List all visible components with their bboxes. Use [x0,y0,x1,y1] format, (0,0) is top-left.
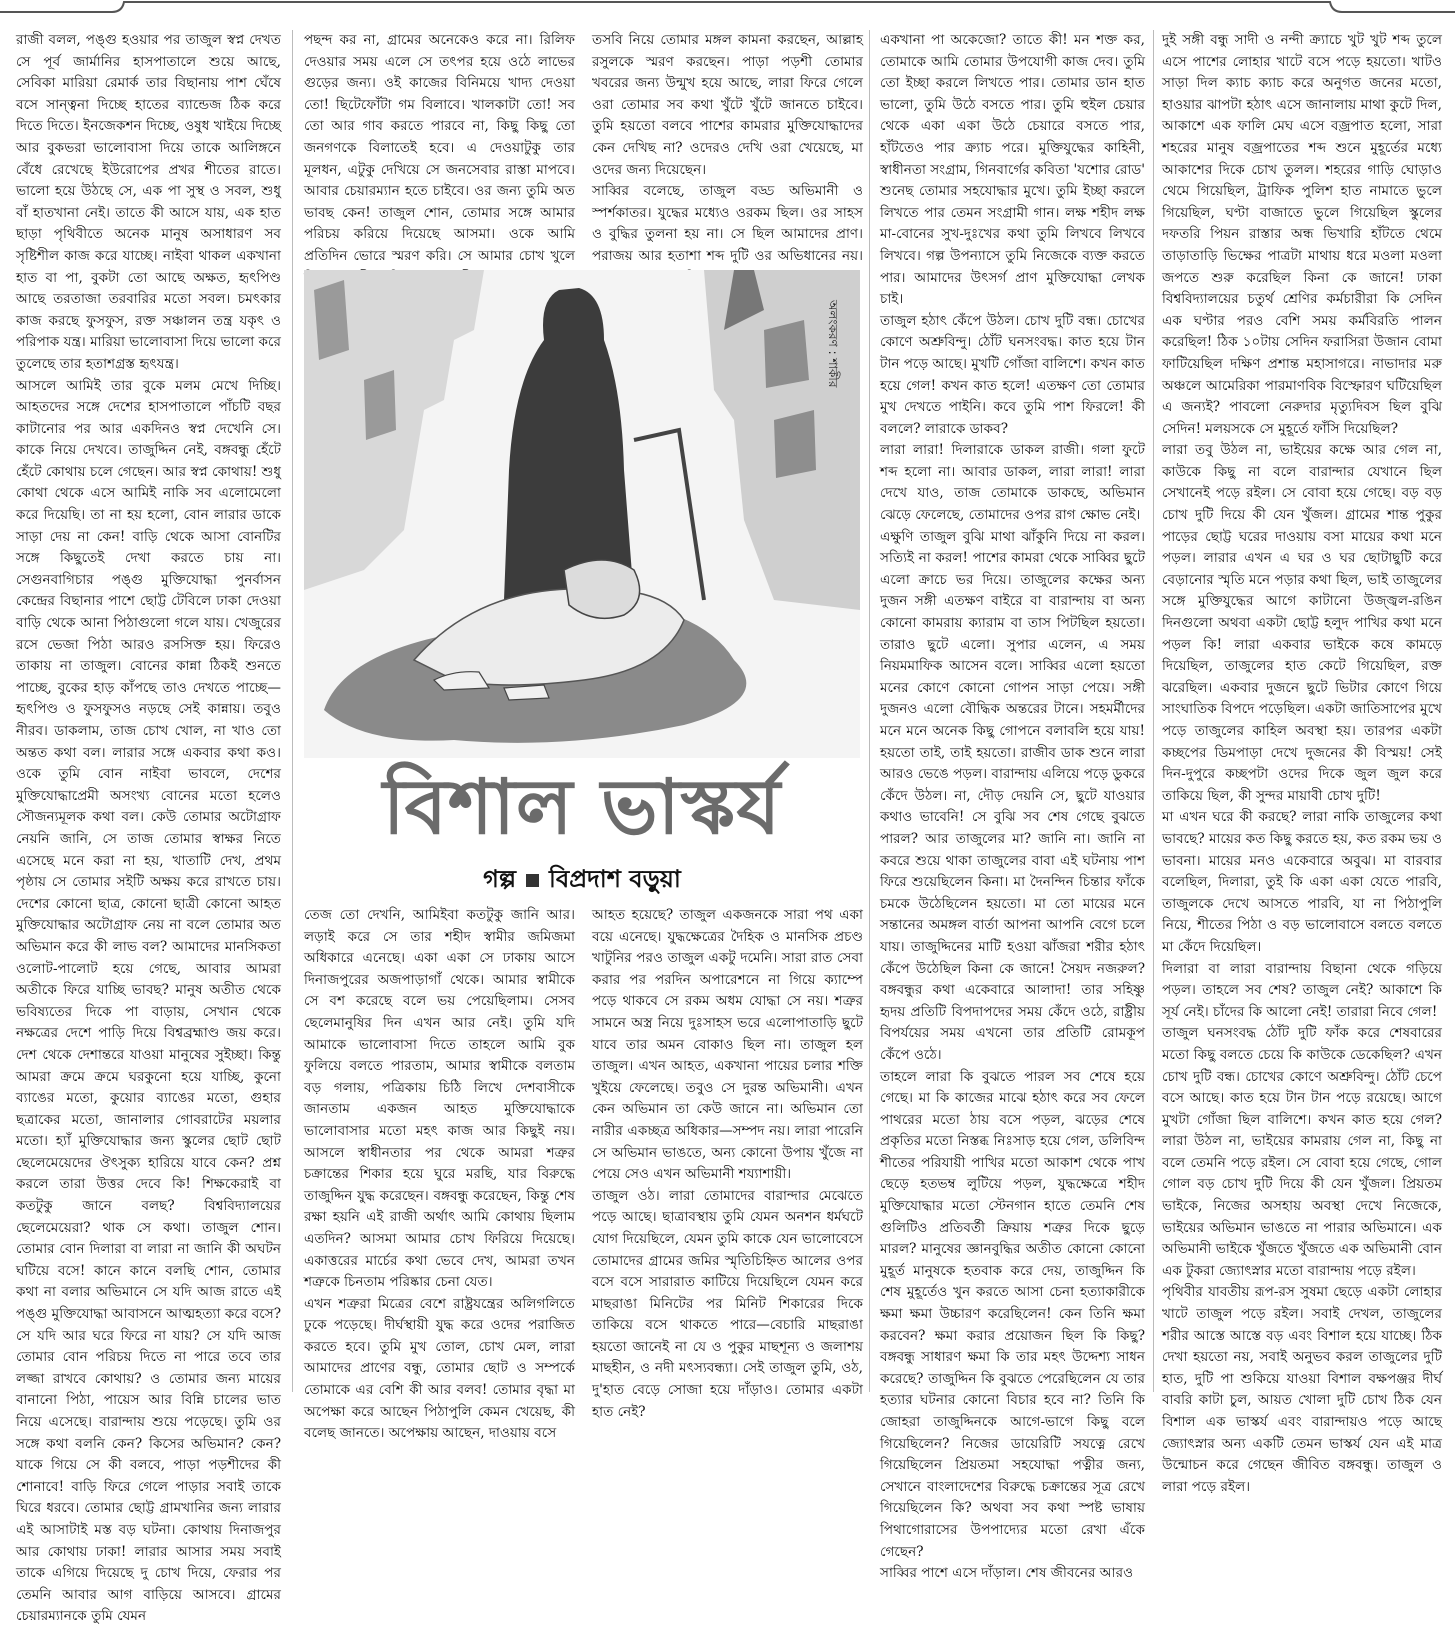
paragraph: এক্ষুণি তাজুল বুঝি মাথা ঝাঁকুনি দিয়ে না করল। সত্যিই না করল! পাশের কামরা থেকে সাব্বির ছুটে এলো ক্রাচে ভর দিয়ে। তাজুলের কক্ষের অন্য দুজন সঙ্গী এতক্ষণ বাইরে বা বারান্দায় বা অন্য কোনো কামরায় ক্যারাম বা তাস পিটছিল হয়তো। তারাও ছুটে এলো। সুপার এলেন, এ সময় নিয়মমাফিক আসেন বলে। সাব্বির এলো হয়তো মনের কোণে কোনো গোপন সাড়া পেয়ে। সঙ্গী দুজনও এলো বৌদ্ধিক অন্তরের টানে। সহমর্মীদের মনে মনে অনেক কিছু গোপনে বলাবলি হয়ে যায়! হয়তো তাই, তাই হয়তো। রাজীব ডাক শুনে লারা আরও ভেঙে পড়ল। বারান্দায় এলিয়ে পড়ে ডুকরে কেঁদে উঠল। না, দৌড় দেয়নি সে, ছুটে যাওয়ার কথাও ভাবেনি! সে বুঝি সব শেষ গেছে বুঝতে পারল? আর তাজুলের মা? জানি না। জানি না কবরে শুয়ে থাকা তাজুলের বাবা এই ঘটনায় পাশ ফিরে শুয়েছিলেন কিনা। মা দৈনন্দিন চিন্তার ফাঁকে চমকে উঠেছিলেন হয়তো। মা তো মায়ের মনে সন্তানের অমঙ্গল বার্তা আপনা আপনি বেগে চলে যায়। তাজুদ্দিনের মাটি হওয়া ঝাঁজরা শরীর হঠাৎ কেঁপে উঠেছিল কিনা কে জানে! সৈয়দ নজরুল? বঙ্গবন্ধুর কথা একেবারে আলাদা! তার সহিষ্ণু হৃদয় প্রতিটি বিপদাপদের সময় কেঁদে ওঠে, রাষ্ট্রীয় বিপর্যয়ের সময় এখনো তার প্রতিটি রোমকূপ কেঁপে ওঠে। [880,528,1145,1063]
article-column-2-top [304,30,575,262]
author-name: বিপ্রদাশ বড়ুয়া [549,865,681,893]
genre-label: গল্প [483,865,516,893]
article-column-4 [880,30,1145,1582]
column-divider [1153,30,1154,1392]
story-byline [304,862,860,896]
paragraph: দিলারা বা লারা বারান্দায় বিছানা থেকে গড়িয়ে পড়ল। তাহলে সব শেষ? তাজুল নেই? আকাশে কি সূর্য নেই। চাঁদের কি আলো নেই! তারারা নিবে গেল! [1162,960,1442,1020]
paragraph: লারা লারা! দিলারাকে ডাকল রাজী। গলা ফুটে শব্দ হলো না। আবার ডাকল, লারা লারা! লারা দেখে যাও, তাজ তোমাকে ডাকছে, অভিমান ঝেড়ে ফেলেছে, তোমাদের ওপর রাগ ক্ষোভ নেই। [880,442,1145,524]
paragraph: একখানা পা অকেজো? তাতে কী! মন শক্ত কর, তোমাকে আমি তোমার উপযোগী কাজ দেব। তুমি তো ইচ্ছা করলে লিখতে পার। তোমার ডান হাত ভালো, তুমি উঠে বসতে পার। তুমি হুইল চেয়ার থেকে একা একা উঠে চেয়ারে বসতে পার, হাঁটতেও পার ক্র্যাচ পরে। মুক্তিযুদ্ধের কাহিনী, স্বাধীনতা সংগ্রাম, গিনবার্গের কবিতা 'যশোর রোড' শুনেছ তোমার সহযোদ্ধার মুখে। তুমি ইচ্ছা করলে লিখতে পার তেমন সংগ্রামী গান। লক্ষ শহীদ লক্ষ মা-বোনের সুখ-দুঃখের কথা তুমি লিখবে লিখবে লিখবে। গল্প উপন্যাসে তুমি নিজেকে ব্যক্ত করতে পার। আমাদের উৎসর্গ প্রাণ মুক্তিযোদ্ধা লেখক চাই। [880,32,1145,308]
square-bullet-icon [526,874,539,887]
paragraph: মা এখন ঘরে কী করছে? লারা নাকি তাজুলের কথা ভাবছে? মায়ের কত কিছু করতে হয়, কত রকম ভয় ও ভাবনা। মায়ের মনও একেবারে অবুঝ। মা বারবার বলেছিল, দিলারা, তুই কি একা একা যেতে পারবি, তাজুলকে দেখে আসতে পারবি, যা না পিঠাপুলি নিয়ে, শীতের পিঠা ও বড় ভালোবাসে বলতে বলতে মা কেঁদে দিয়েছিল। [1162,809,1442,955]
paragraph: পৃথিবীর যাবতীয় রূপ-রস সুষমা ছেড়ে একটা লোহার খাটে তাজুল পড়ে রইল। সবাই দেখল, তাজুলের শরীর আস্তে আস্তে বড় এবং বিশাল হয়ে যাচ্ছে। ঠিক দেখা হয়তো নয়, সবাই অনুভব করল তাজুলের দুটি হাত, দুটি পা শুকিয়ে যাওয়া বিশাল বক্ষপঞ্জর দীর্ঘ বাবরি কাটা চুল, আয়ত খোলা দুটি চোখ ঠিক যেন বিশাল এক ভাস্কর্য এবং বারান্দায়ও পড়ে আছে জ্যোৎস্নার অন্য একটি তেমন ভাস্কর্য যেন এই মাত্র উন্মোচন করে গেছেন জীবিত বঙ্গবন্ধু। তাজুল ও লারা পড়ে রইল। [1162,1284,1442,1495]
paragraph: তেজ তো দেখনি, আমিইবা কতটুকু জানি আর। লড়াই করে সে তার শহীদ স্বামীর জমিজমা অধিকারে এনেছে। একা একা সে ঢাকায় আসে দিনাজপুরের অজপাড়াগাঁ থেকে। আমার স্বামীকে সে বশ করেছে বলে ভয় পেয়েছিলাম। সেসব ছেলেমানুষির দিন এখন আর নেই। তুমি যদি আমাকে ভালোবাসা দিতে তাহলে আমি বুক ফুলিয়ে বলতে পারতাম, আমার স্বামীকে বলতাম বড় গলায়, পত্রিকায় চিঠি লিখে দেশবাসীকে জানতাম একজন আহত মুক্তিযোদ্ধাকে ভালোবাসার মতো মহৎ কাজ আর কিছুই নয়। আসলে স্বাধীনতার পর থেকে আমরা শত্রুর চক্রান্তের শিকার হয়ে ঘুরে মরছি, যার বিরুদ্ধে তাজুদ্দিন যুদ্ধ করেছেন। বঙ্গবন্ধু করেছেন, কিন্তু শেষ রক্ষা হয়নি এই রাজী অর্থাৎ আমি কোথায় ছিলাম এতদিন? আসমা আমার চোখ ফিরিয়ে দিয়েছে। একাত্তরের মার্চের কথা ভেবে দেখ, আমরা তখন শত্রুকে চিনতাম পরিষ্কার চেনা যেত। [304,907,575,1291]
illustration-drawing [304,270,860,758]
paragraph: তসবি নিয়ে তোমার মঙ্গল কামনা করছেন, আল্লাহ রসুলকে স্মরণ করছেন। পাড়া পড়শী তোমার খবরের জন্য উন্মুখ হয়ে আছে, লারা ফিরে গেলে ওরা তোমার সব কথা খুঁটে খুঁটে জানতে চাইবে। তুমি হয়তো বলবে পাশের কামরার মুক্তিযোদ্ধাদের কেন দেখিছ না? ওদেরও দেখি ওরা খেয়েছে, মা ওদের জন্য দিয়েছেন। [592,32,863,178]
article-column-2-bottom [304,905,575,1442]
paragraph: আহত হয়েছে? তাজুল একজনকে সারা পথ একা বয়ে এনেছে। যুদ্ধক্ষেত্রের দৈহিক ও মানসিক প্রচণ্ড খাটুনির পরও তাজুল একটু দমেনি। সারা রাত সেবা করার পর পরদিন অপারেশনে না গিয়ে ক্যাম্পে পড়ে থাকবে সে রকম অধম যোদ্ধা সে নয়। শত্রুর সামনে অস্ত্র নিয়ে দুঃসাহস ভরে এলোপাতাড়ি ছুটে যাবে তার অমন বোকাও ছিল না। তাজুল হল তাজুল। এখন আহত, একখানা পায়ের চলার শক্তি খুইয়ে ফেলেছে। তবুও সে দুরন্ত অভিমানী। এখন কেন অভিমান তা কেউ জানে না। অভিমান তো নারীর একচ্ছত্র অধিকার—সম্পদ নয়। লারা পারেনি সে অভিমান ভাঙতে, অন্য কোনো উপায় খুঁজে না পেয়ে সেও এখন অভিমানী শয্যাশায়ী। [592,907,863,1183]
paragraph: দুই সঙ্গী বন্ধু সাদী ও নন্দী ক্র্যাচে খুট খুট শব্দ তুলে এসে পাশের লোহার খাটে বসে পড়ে হয়তো। খাটও সাড়া দিল ক্যাচ ক্যাচ করে অনুগত জনের মতো, হাওয়ার ঝাপটা হঠাৎ এসে জানালায় মাথা কুটে দিল, আকাশে এক ফালি মেঘ এসে বজ্রপাত হলো, সারা শহরের মানুষ বজ্রপাতের শব্দ শুনে মুহূর্তের মধ্যে আকাশের দিকে চোখ তুলল। শহরের গাড়ি ঘোড়াও থেমে গিয়েছিল, ট্রাফিক পুলিশ হাত নামাতে ভুলে গিয়েছিল, ঘণ্টা বাজাতে ভুলে গিয়েছিল স্কুলের দফতরি পিয়ন রাস্তার অন্ধ ভিখারি হাঁটতে থেমে তাড়াতাড়ি ভিক্ষের পাত্রটা মাথায় ধরে মওলা মওলা জপতে শুরু করেছিল কিনা কে জানে! ঢাকা বিশ্ববিদ্যালয়ের চতুর্থ শ্রেণির কর্মচারীরা কি সেদিন এক ঘণ্টার পরও বেশি সময় কর্মবিরতি পালন করেছিল! ঠিক ১০টায় সেদিন ফরাসিরা উজান বোমা ফাটিয়েছিল দক্ষিণ প্রশান্ত মহাসাগরে। নাভাদার মরু অঞ্চলে আমেরিকা পারমাণবিক বিস্ফোরণ ঘটিয়েছিল এ জন্যই? পাবলো নেরুদার মৃত্যুদিবস ছিল বুঝি সেদিন! মলয়সকে সে মুহূর্তে ফাঁসি দিয়েছিল? [1162,32,1442,437]
paragraph: এখন শত্রুরা মিত্রের বেশে রাষ্ট্রযন্ত্রের অলিগলিতে ঢুকে পড়েছে। দীর্ঘস্থায়ী যুদ্ধ করে ওদের পরাজিত করতে হবে। তুমি মুখ তোল, চোখ মেল, লারা আমাদের প্রাণের বন্ধু, তোমার ছোট ও সম্পর্কে তোমাকে এর বেশি কী আর বলব! তোমার বৃদ্ধা মা অপেক্ষা করে আছেন পিঠাপুলি কেমন খেয়েছ, কী বলেছ জানতে। অপেক্ষায় আছেন, দাওয়ায় বসে [304,1295,575,1442]
illustration-credit: অলংকরণ : শাকীর [826,300,840,388]
page-top-border [0,0,1455,22]
paragraph: লারা তবু উঠল না, ভাইয়ের কক্ষে আর গেল না, কাউকে কিছু না বলে বারান্দার যেখানে ছিল সেখানেই পড়ে রইল। সে বোবা হয়ে গেছে। বড় বড় চোখ দুটি দিয়ে কী যেন খুঁজল। গ্রামের শান্ত পুকুর পাড়ের ছোট্ট ঘরের দাওয়ায় বসা মায়ের কথা মনে পড়ল। লারার এখন এ ঘর ও ঘর ছোটাছুটি করে বেড়ানোর স্মৃতি মনে পড়ার কথা ছিল, ভাই তাজুলের সঙ্গে মুক্তিযুদ্ধের আগে কাটানো উজ্জ্বল-রঙিন দিনগুলো অথবা একটা ছোট্ট হলুদ পাখির কথা মনে পড়ল কি! লারা একবার ভাইকে কষে কামড়ে দিয়েছিল, তাজুলের হাত কেটে গিয়েছিল, রক্ত ঝরেছিল। একবার দুজনে ছুটে ভিটার কোণে গিয়ে সাংঘাতিক বিপদে পড়েছিল। একটা জাতিসাপের মুখে পড়ে তাজুলের কাহিল অবস্থা হয়। তারপর একটা কচ্ছপের ডিমপাড়া দেখে দুজনের কী বিস্ময়! সেই দিন-দুপুরে কচ্ছপটা ওদের দিকে জুল জুল করে তাকিয়ে ছিল, কী সুন্দর মায়াবী চোখ দুটি! [1162,442,1442,804]
article-column-5 [1162,30,1442,1495]
paragraph: পছন্দ কর না, গ্রামের অনেকেও করে না। রিলিফ দেওয়ার সময় এলে সে তৎপর হয়ে ওঠে লাভের গুড়ের জন্য। ওই কাজের বিনিময়ে খাদ্য দেওয়া তো! ছিটেফোঁটা গম বিলাবে। খালকাটা তো! সব তো আর গাব করতে পারবে না, কিছু কিছু তো জনগণকে বিলাতেই হবে। এ দেওয়াটুকু তার মূলধন, এটুকু দেখিয়ে সে জনসেবার রাস্তা মাপবে। আবার চেয়ারম্যান হতে চাইবে। ওর জন্য তুমি অত ভাবছ কেন! তাজুল শোন, তোমার সঙ্গে আমার পরিচয় করিয়ে দিয়েছে আসমা। ওকে আমি প্রতিদিন ভোরে স্মরণ করি। সে আমার চোখ খুলে [304,32,575,264]
column-divider [869,30,870,1392]
article-column-1 [16,30,281,1625]
article-column-3-top [592,30,863,262]
column-divider [292,30,293,1392]
paragraph: তাজুল হঠাৎ কেঁপে উঠল। চোখ দুটি বন্ধ। চোখের কোণে অশ্রুবিন্দু। ঠোঁট ঘনসংবদ্ধ। কাত হয়ে টান টান পড়ে আছে। মুখটি গোঁজা বালিশে। কখন কাত হয়ে গেল! কখন কাত হলে! এতক্ষণ তো তোমার মুখ দেখতে পাইনি। কবে তুমি পাশ ফিরলে! কী বললে? লারাকে ডাকব? [880,312,1145,437]
paragraph: রাজী বলল, পঙ্গু হওয়ার পর তাজুল স্বপ্ন দেখত সে পূর্ব জার্মানির হাসপাতালে শুয়ে আছে, সেবিকা মারিয়া রেমার্ক তার বিছানায় পাশ ঘেঁষে বসে সান্ত্বনা দিচ্ছে হাতের ব্যান্ডেজ ঠিক করে দিতে দিতে। ইনজেকশন দিচ্ছে, ওষুধ খাইয়ে দিচ্ছে আর বুকভরা ভালোবাসা দিয়ে তাকে আলিঙ্গনে বেঁধে রেখেছে ইউরোপের প্রখর শীতের রাতে। ভালো হয়ে উঠছে সে, এক পা সুস্থ ও সবল, শুধু বাঁ হাতখানা নেই। তাতে কী আসে যায়, এক হাত ছাড়া পৃথিবীতে অনেক মানুষ অসাধারণ সব সৃষ্টিশীল কাজ করে যাচ্ছে। নাইবা থাকল একখানা হাত বা পা, বুকটা তো আছে অক্ষত, হৃৎপিণ্ড আছে তরতাজা তরবারির মতো সবল। চমৎকার কাজ করছে ফুসফুস, রক্ত সঞ্চালন তন্ত্র যকৃৎ ও পরিপাক যন্ত্র। মারিয়া ভালোবাসা দিয়ে ভালো করে তুলেছে তার হতাশগ্রস্ত হৃৎযন্ত্র। [16,32,281,372]
paragraph: তাহলে লারা কি বুঝতে পারল সব শেষে হয়ে গেছে। মা কি কাজের মাঝে হঠাৎ করে সব ফেলে পাথরের মতো ঠায় বসে পড়ল, ঝড়ের শেষে প্রকৃতির মতো নিস্তব্ধ নিঃসাড় হয়ে গেল, ডলিবিন্দ শীতের পরিযায়ী পাখির মতো আকাশ থেকে পাখ ছেড়ে হতভম্ব লুটিয়ে পড়ল, যুদ্ধক্ষেত্রে শহীদ মুক্তিযোদ্ধার মতো স্টেনগান হাতে তেমনি শেষ গুলিটিও প্রতিবর্তী ক্রিয়ায় শত্রুর দিকে ছুড়ে মারল? মানুষের জ্ঞানবুদ্ধির অতীত কোনো কোনো মুহূর্ত মানুষকে হতবাক করে দেয়, তাজুদ্দিন কি শেষ মুহূর্তেও খুন করতে আসা চেনা হত্যাকারীকে ক্ষমা ক্ষমা উচ্চারণ করেছিলেন! কেন তিনি ক্ষমা করবেন? ক্ষমা করার প্রয়োজন ছিল কি কিছু? বঙ্গবন্ধু সাধারণ ক্ষমা কি তার মহৎ উদ্দেশ্য সাধন করেছে? তাজুদ্দিন কি বুঝতে পেরেছিলেন যে তার হত্যার ঘটনার কোনো বিচার হবে না? তিনি কি জোহরা তাজুদ্দিনকে আগে-ভাগে কিছু বলে গিয়েছিলেন? নিজের ডায়েরিটি সযত্নে রেখে গিয়েছিলেন প্রিয়তমা সহযোদ্ধা পত্নীর জন্য, সেখানে বাংলাদেশের বিরুদ্ধে চক্রান্তের সূত্র রেখে গিয়েছিলেন কি? অথবা সব কথা স্পষ্ট ভাষায় পিথাগোরাসের উপপাদ্যের মতো রেখা এঁকে গেছেন? [880,1068,1145,1560]
paragraph: তাজুল ঘনসংবদ্ধ ঠোঁট দুটি ফাঁক করে শেষবারের মতো কিছু বলতে চেয়ে কি কাউকে ডেকেছিল? এখন চোখ দুটি বন্ধ। চোখের কোণে অশ্রুবিন্দু। ঠোঁট চেপে বসে আছে। কাত হয়ে টান টান পড়ে রয়েছে। আগে মুখটা গোঁজা ছিল বালিশে। কখন কাত হয়ে গেল? লারা উঠল না, ভাইয়ের কামরায় গেল না, কিছু না বলে তেমনি পড়ে রইল। সে বোবা হয়ে গেছে, গোল গোল বড় চোখ দুটি দিয়ে কী যেন খুঁজল। প্রিয়তম ভাইকে, নিজের অসহায় অবস্থা দেখে নিজেকে, ভাইয়ের অভিমান ভাঙতে না পারার অভিমানে। এক অভিমানী ভাইকে খুঁজতে খুঁজতে এক অভিমানী বোন এক টুকরা জ্যোৎস্নার মতো বারান্দায় পড়ে রইল। [1162,1025,1442,1279]
article-column-3-bottom [592,905,863,1420]
paragraph: তাজুল ওঠ। লারা তোমাদের বারান্দার মেঝেতে পড়ে আছে। ছাত্রাবস্থায় তুমি যেমন অনশন ধর্মঘটে যোগ দিয়েছিলে, যেমন তুমি কাকে যেন ভালোবেসে তোমাদের গ্রামের জমির স্মৃতিচিহ্নিত আলের ওপর বসে বসে সারারাত কাটিয়ে দিয়েছিলে যেমন করে মাছরাঙা মিনিটের পর মিনিট শিকারের দিকে তাকিয়ে বসে থাকতে পারে—বেচারি মাছরাঙা হয়তো জানেই না যে ও পুকুর মাছশূন্য ও জলাশয় মাছহীন, ও নদী মৎস্যবন্ধ্যা। সেই তাজুল তুমি, ওঠ, দু'হাত বেড়ে সোজা হয়ে দাঁড়াও। তোমার একটা হাত নেই? [592,1187,863,1420]
story-illustration [304,270,860,758]
paragraph: আসলে আমিই তার বুকে মলম মেখে দিচ্ছি। আহতদের সঙ্গে দেশের হাসপাতালে পাঁচটি বছর কাটানোর পর আর একদিনও স্বপ্ন দেখেনি সে। কাকে নিয়ে দেখবে। তাজুদ্দিন নেই, বঙ্গবন্ধু হেঁটে হেঁটে কোথায় চলে গেছেন। আর স্বপ্ন কোথায়! শুধু কোথা থেকে এসে আমিই নাকি সব এলোমেলো করে দিয়েছি। তা না হয় হলো, বোন লারার ডাকে সাড়া দেয় না কেন! বাড়ি থেকে আসা বোনটির সঙ্গে কিছুতেই দেখা করতে চায় না। সেগুনবাগিচার পঙ্গু মুক্তিযোদ্ধা পুনর্বাসন কেন্দ্রের বিছানার পাশে ছোট্ট টেবিলে ঢাকা দেওয়া বাড়ি থেকে আনা পিঠাগুলো গলে যায়। খেজুরের রসে ভেজা পিঠা আরও রসসিক্ত হয়। ফিরেও তাকায় না তাজুল। বোনের কান্না ঠিকই শুনতে পাচ্ছে, বুকের হাড় কাঁপছে তাও দেখতে পাচ্ছে—হৃৎপিণ্ড ও ফুসফুসও নড়ছে সেই কান্নায়। তবুও নীরব। ডাকলাম, তাজ চোখ খোল, না খাও তো অন্তত কথা বল। লারার সঙ্গে একবার কথা কও। ওকে তুমি বোন নাইবা ভাবলে, দেশের মুক্তিযোদ্ধাপ্রেমী অসংখ্য বোনের মতো হলেও সৌজন্যমূলক কথা বল। কেউ তোমার অটোগ্রাফ নেয়নি জানি, সে তাজ তোমার স্বাক্ষর নিতে এসেছে মনে করা না হয়, খাতাটি দেখ, প্রথম পৃষ্ঠায় সে তোমার সইটি অক্ষয় করে রাখতে চায়। দেশের কোনো ছাত্র, কোনো ছাত্রী কোনো আহত মুক্তিযোদ্ধার অটোগ্রাফ নেয় না বলে তোমার অত অভিমান করে কী লাভ বল? আমাদের মানসিকতা ওলোট-পালোট হয়ে গেছে, আবার আমরা অতীকে ফিরে যাচ্ছি ভাবছ? মানুষ অতীত থেকে ভবিষ্যতের দিকে পা বাড়ায়, সেখান থেকে নক্ষত্রের দেশে পাড়ি দিয়ে বিশ্বব্রহ্মাণ্ড জয় করে। দেশ থেকে দেশান্তরে যাওয়া মানুষের সুইচ্ছা। কিন্তু আমরা ক্রমে ক্রমে ঘরকুনো হয়ে যাচ্ছি, কুনো ব্যাঙের মতো, কুয়োর ব্যাঙের মতো, গুহার ছত্রাকের মতো, জানালার গোবরাটের ময়লার মতো। হ্যাঁ মুক্তিযোদ্ধার জন্য স্কুলের ছোট ছোট ছেলেমেয়েদের ঔৎসুক্য হারিয়ে যাবে কেন? প্রশ্ন করলে তারা উত্তর দেবে কি! শিক্ষকেরাই বা কতটুকু জানে বলছ? বিশ্ববিদ্যালয়ের ছেলেমেয়েরা? থাক সে কথা। তাজুল শোন। তোমার বোন দিলারা বা লারা না জানি কী অঘটন ঘটিয়ে বসে! কানে কানে বলছি শোন, তোমার কথা না বলার অভিমানে সে যদি আজ রাতে এই পঙ্গু মুক্তিযোদ্ধা আবাসনে আত্মহত্যা করে বসে? সে যদি আর ঘরে ফিরে না যায়? সে যদি আজ তোমার বোন পরিচয় দিতে না পারে তবে তার লজ্জা রাখবে কোথায়? ও তোমার জন্য মায়ের বানানো পিঠা, পায়েস আর বিন্নি চালের ভাত নিয়ে এসেছে। বারান্দায় শুয়ে পড়েছে। তুমি ওর সঙ্গে কথা বলনি কেন? কিসের অভিমান? কেন? যাকে গিয়ে সে কী বলবে, পাড়া পড়শীদের কী শোনাবে! বাড়ি ফিরে গেলে পাড়ার সবাই তাকে ঘিরে ধরবে। তোমার ছোট্ট গ্রামখানির জন্য লারার এই আসাটাই মস্ত বড় ঘটনা। কোথায় দিনাজপুর আর কোথায় ঢাকা! লারার আসার সময় সবাই তাকে এগিয়ে দিয়েছে দু চোখ দিয়ে, ফেরার পর তেমনি আবার আগ বাড়িয়ে আসবে। গ্রামের চেয়ারম্যানকে তুমি যেমন [16,377,281,1625]
paragraph: সাব্বির বলেছে, তাজুল বড্ড অভিমানী ও স্পর্শকাতর। যুদ্ধের মধ্যেও ওরকম ছিল। ওর সাহস ও বুদ্ধির তুলনা হয় না। সে ছিল আমাদের প্রাণ। পরাজয় আর হতাশা শব্দ দুটি ওর অভিধানের নয়। [592,183,863,264]
story-title: বিশাল ভাস্কর্য [382,762,782,851]
paragraph: সাব্বির পাশে এসে দাঁড়াল। শেষ জীবনের আরও [880,1565,1134,1582]
